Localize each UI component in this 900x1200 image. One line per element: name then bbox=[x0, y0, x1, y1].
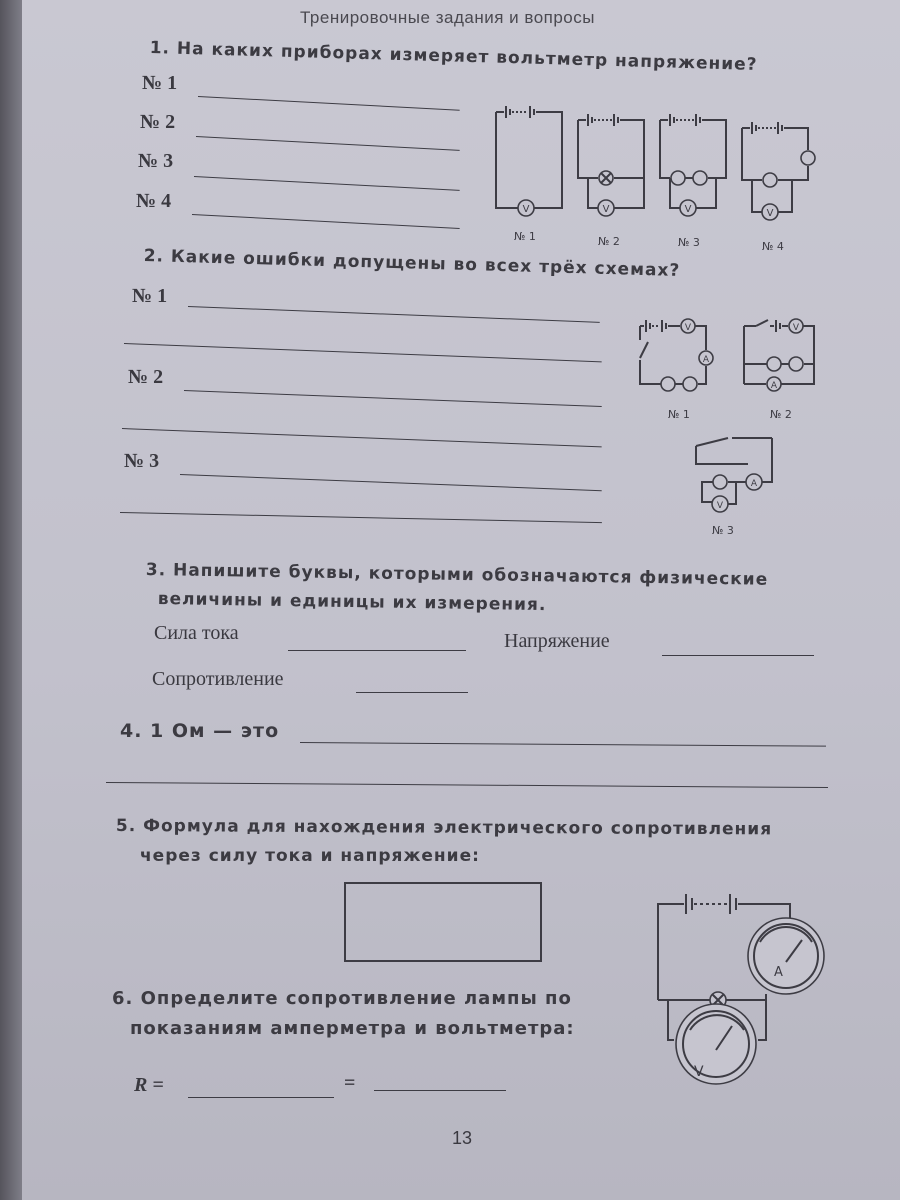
formula-answer-box[interactable] bbox=[344, 882, 542, 962]
q6-circuit bbox=[650, 880, 850, 1130]
current-label: Сила тока bbox=[154, 622, 239, 644]
resistance-label: Сопротивление bbox=[152, 668, 284, 690]
voltage-answer-line[interactable] bbox=[662, 655, 814, 656]
q1-circuit-label-4: № 4 bbox=[762, 240, 784, 253]
question-1: 1. На каких приборах измеряет вольтметр напряжение? bbox=[149, 38, 758, 75]
q1-circuit-label-2: № 2 bbox=[598, 235, 620, 248]
q1-answer-label-3: № 3 bbox=[138, 150, 174, 172]
book-gutter bbox=[0, 0, 22, 1200]
q2-circuit-2 bbox=[744, 319, 814, 391]
q1-circuit-3 bbox=[660, 114, 726, 216]
ammeter-symbol: A bbox=[750, 479, 758, 489]
voltmeter-symbol: V bbox=[766, 208, 774, 219]
q2-circuit-1 bbox=[640, 319, 713, 391]
voltmeter-letter-text: V bbox=[694, 1064, 704, 1080]
question-6-line-2: показаниям амперметра и вольтметра: bbox=[130, 1018, 575, 1039]
ammeter-symbol: A bbox=[770, 381, 778, 391]
question-5-line-2: через силу тока и напряжение: bbox=[140, 846, 480, 866]
voltmeter-icon bbox=[676, 1004, 756, 1084]
q1-circuit-4 bbox=[742, 122, 815, 220]
ammeter-symbol: A bbox=[702, 355, 710, 365]
q2-circuit-label-2: № 2 bbox=[770, 408, 792, 421]
voltmeter-symbol: V bbox=[684, 204, 692, 215]
voltmeter-symbol: V bbox=[522, 204, 530, 215]
q2-answer-label-3: № 3 bbox=[124, 450, 160, 472]
resistance-answer-line[interactable] bbox=[356, 692, 468, 693]
voltmeter-symbol: V bbox=[602, 204, 610, 215]
formula-equals: = bbox=[344, 1072, 356, 1094]
q2-circuits bbox=[630, 312, 830, 542]
voltmeter-symbol: V bbox=[684, 323, 692, 333]
q6-answer-line-1[interactable] bbox=[188, 1097, 334, 1098]
current-answer-line[interactable] bbox=[288, 650, 466, 651]
q2-circuit-label-1: № 1 bbox=[668, 408, 690, 421]
q1-circuit-label-3: № 3 bbox=[678, 236, 700, 249]
question-6-line-1: 6. Определите сопротивление лампы по bbox=[112, 988, 572, 1009]
question-2: 2. Какие ошибки допущены во всех трёх схемах? bbox=[143, 246, 681, 281]
q2-circuit-3 bbox=[696, 438, 772, 512]
formula-r-label: R = bbox=[134, 1074, 164, 1096]
q1-circuit-label-1: № 1 bbox=[514, 230, 536, 243]
question-3-line-2: величины и единицы их измерения. bbox=[157, 589, 547, 616]
page-number: 13 bbox=[452, 1128, 473, 1148]
voltage-label: Напряжение bbox=[504, 630, 610, 652]
q1-circuits bbox=[492, 100, 832, 253]
q1-circuit-1 bbox=[496, 106, 562, 216]
q1-circuit-2 bbox=[578, 114, 644, 216]
q1-answer-label-1: № 1 bbox=[142, 72, 178, 94]
question-3-line-1: 3. Напишите буквы, которыми обозначаются физические bbox=[145, 560, 769, 590]
q2-circuit-label-3: № 3 bbox=[712, 524, 734, 537]
q2-answer-label-1: № 1 bbox=[132, 285, 168, 307]
voltmeter-symbol: V bbox=[792, 323, 800, 333]
voltmeter-symbol: V bbox=[716, 501, 724, 511]
q2-answer-label-2: № 2 bbox=[128, 366, 164, 388]
q1-answer-label-4: № 4 bbox=[136, 190, 172, 212]
ammeter-letter: A bbox=[774, 965, 783, 980]
page-header: Тренировочные задания и вопросы bbox=[300, 8, 595, 27]
question-5-line-1: 5. Формула для нахождения электрического сопротивления bbox=[115, 816, 773, 840]
q1-answer-label-2: № 2 bbox=[140, 111, 176, 133]
q6-answer-line-2[interactable] bbox=[374, 1090, 506, 1091]
ammeter-icon bbox=[748, 918, 824, 994]
question-4: 4. 1 Ом — это bbox=[120, 720, 280, 742]
